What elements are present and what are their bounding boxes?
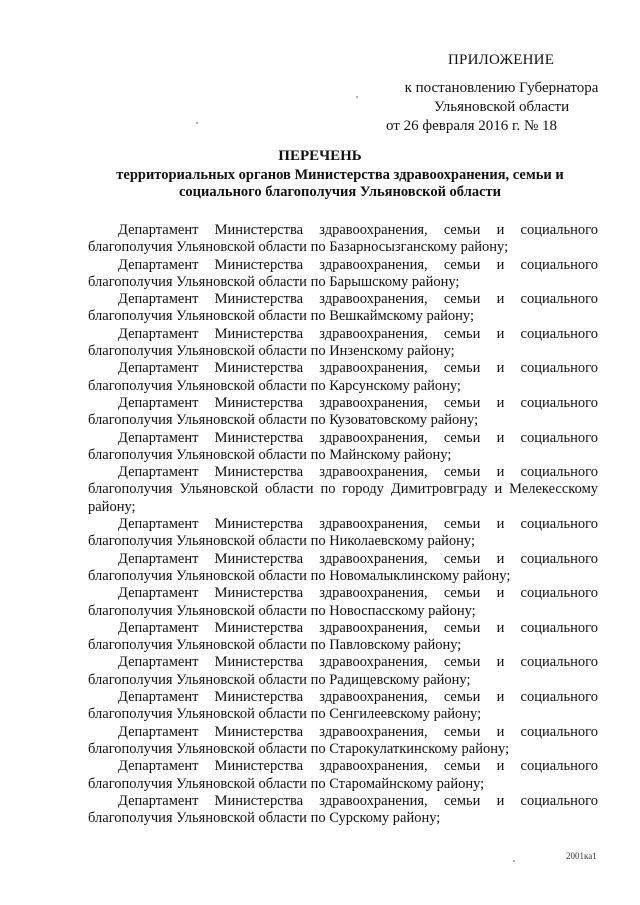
list-item: Департамент Министерства здравоохранения, семьи и социального благополучия Ульяновской области по Николаевскому району; [88,516,598,550]
document-title: ПЕРЕЧЕНЬ [278,148,362,164]
list-item: Департамент Министерства здравоохранения, семьи и социального благополучия Ульяновской области по Базарносызганскому району; [88,222,598,256]
list-item: Департамент Министерства здравоохранения, семьи и социального благополучия Ульяновской области по городу Димитровграду и Мелекесскому району; [88,464,598,515]
appendix-label: ПРИЛОЖЕНИЕ [448,52,555,68]
list-item: Департамент Министерства здравоохранения, семьи и социального благополучия Ульяновской области по Инзенскому району; [88,325,598,360]
scan-speck [356,96,358,98]
list-item: Департамент Министерства здравоохранения, семьи и социального благополучия Ульяновской области по Вешкаймскому району; [88,291,598,325]
departments-list [88,222,598,827]
list-item: Департамент Министерства здравоохранения, семьи и социального благополучия Ульяновской области по Павловскому району; [88,619,598,654]
list-item: Департамент Министерства здравоохранения, семьи и социального благополучия Ульяновской области по Старокулаткинскому району; [88,723,598,757]
footer-code: 2001ка1 [566,851,597,861]
list-item: Департамент Министерства здравоохранения, семьи и социального благополучия Ульяновской области по Кузоватовскому району; [88,394,598,429]
list-item: Департамент Министерства здравоохранения, семьи и социального благополучия Ульяновской области по Новоспасскому району; [88,585,598,619]
list-item: Департамент Министерства здравоохранения, семьи и социального благополучия Ульяновской области по Радищевскому району; [88,654,598,688]
decree-date: от 26 февраля 2016 г. № 18 [386,118,558,134]
scan-speck [196,122,198,124]
list-item: Департамент Министерства здравоохранения, семьи и социального благополучия Ульяновской области по Барышскому району; [88,256,598,290]
list-item: Департамент Министерства здравоохранения, семьи и социального благополучия Ульяновской области по Новомалыклинскому району; [88,550,598,584]
decree-reference: к постановлению Губернатора Ульяновской области [404,80,599,115]
list-item: Департамент Министерства здравоохранения, семьи и социального благополучия Ульяновской области по Старомайнскому району; [88,758,598,792]
list-item: Департамент Министерства здравоохранения, семьи и социального благополучия Ульяновской области по Майнскому району; [88,429,598,463]
list-item: Департамент Министерства здравоохранения, семьи и социального благополучия Ульяновской области по Сурскому району; [88,792,598,827]
list-item: Департамент Министерства здравоохранения, семьи и социального благополучия Ульяновской области по Карсунскому району; [88,360,598,394]
list-item: Департамент Министерства здравоохранения, семьи и социального благополучия Ульяновской области по Сенгилеевскому району; [88,689,598,723]
document-subtitle: территориальных органов Министерства здравоохранения, семьи и социального благополучия Ульяновской области [116,167,564,200]
scan-speck [513,860,515,862]
